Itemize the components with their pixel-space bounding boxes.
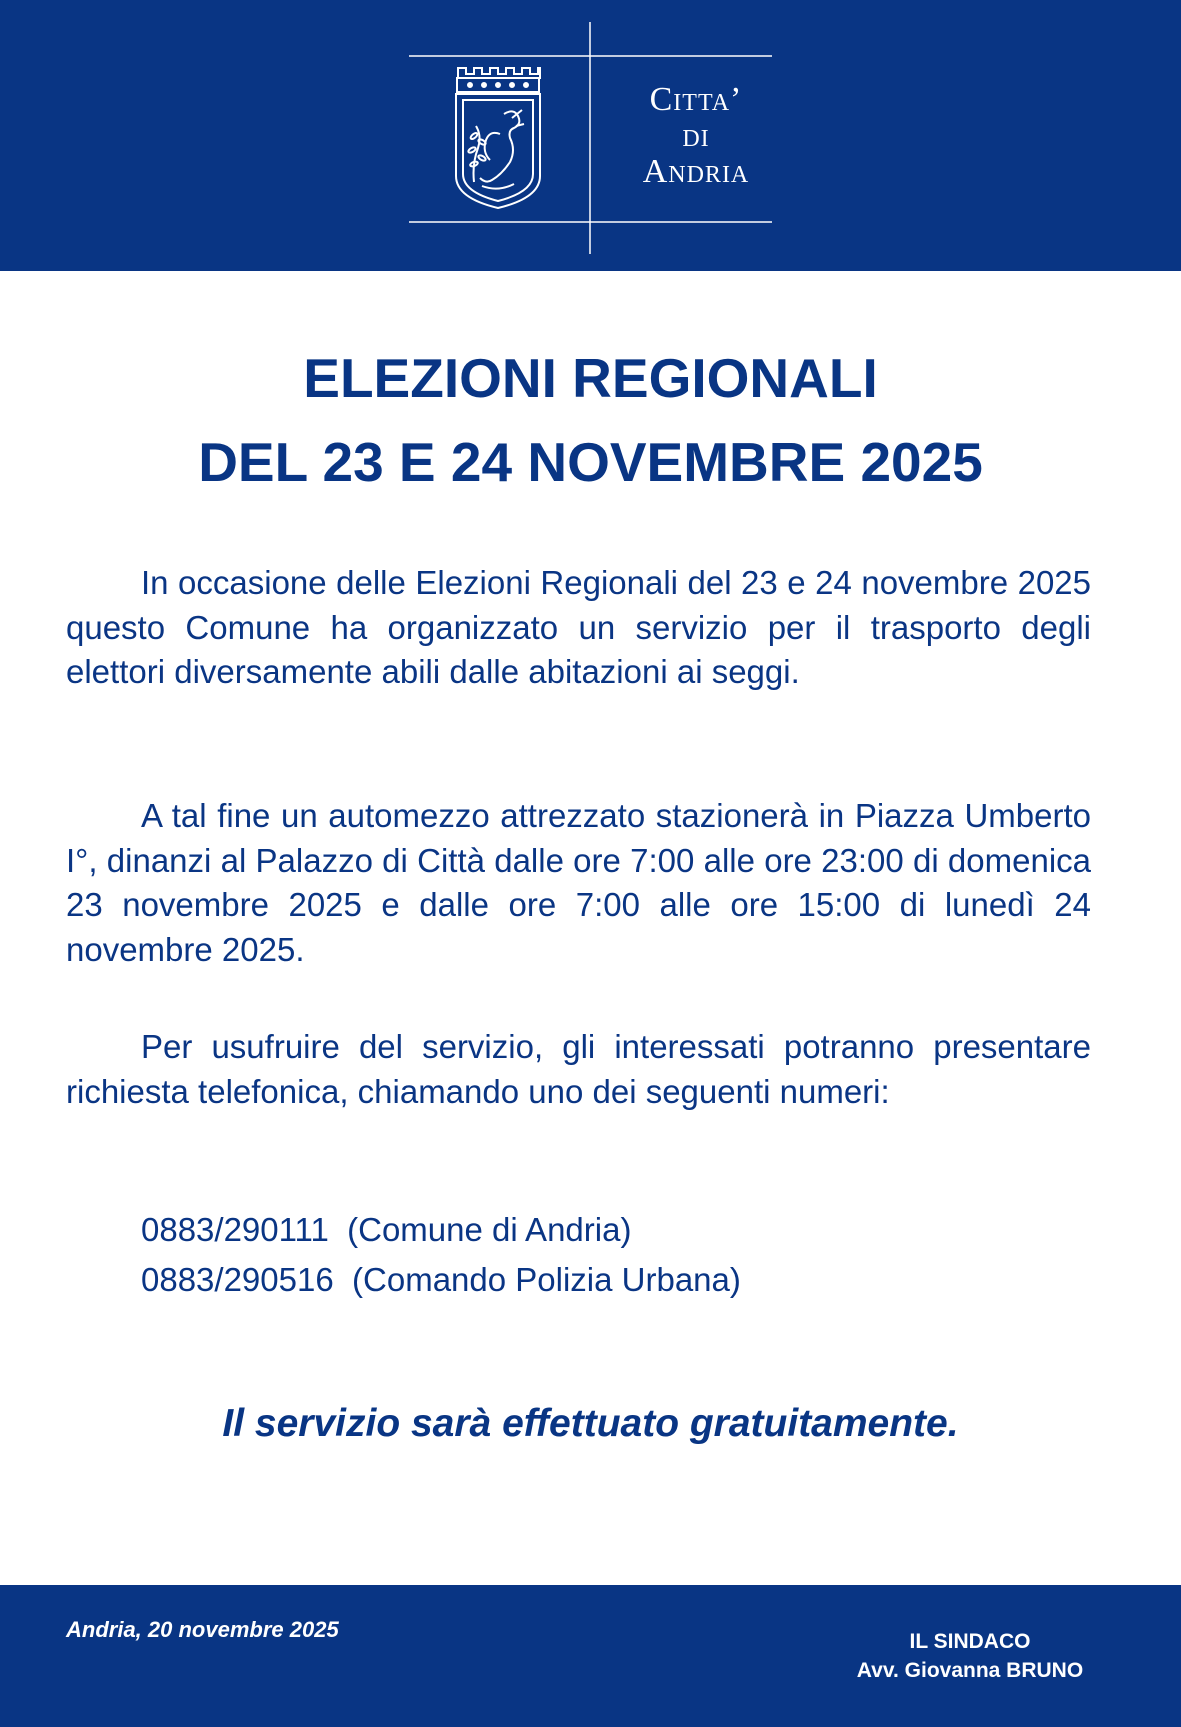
paragraph-intro: In occasione delle Elezioni Regionali del 23 e 24 novembre 2025 questo Comune ha organizzato un servizio per il trasporto degli elettori diversamente abili dalle abitazioni ai seggi. [66, 564, 1091, 690]
page-title-line1: ELEZIONI REGIONALI [303, 347, 878, 409]
city-name-line1: Citta’ [649, 81, 743, 118]
header-band [0, 0, 1181, 271]
phone-number-polizia: 0883/290516 (Comando Polizia Urbana) [141, 1261, 741, 1298]
header-logo-frame [0, 0, 1181, 271]
city-name-line3: Andria [642, 153, 750, 190]
footer-date: Andria, 20 novembre 2025 [66, 1617, 339, 1642]
andria-coat-of-arms-icon [452, 64, 544, 212]
page-title-line2: DEL 23 E 24 NOVEMBRE 2025 [198, 431, 983, 493]
free-service-note: Il servizio sarà effettuato gratuitamente. [222, 1402, 959, 1445]
city-name-line2: di [682, 117, 710, 154]
signature-name: Avv. Giovanna BRUNO [856, 1659, 1084, 1682]
footer-band [0, 1585, 1181, 1727]
signature-role: IL SINDACO [909, 1630, 1031, 1653]
paragraph-schedule: A tal fine un automezzo attrezzato stazionerà in Piazza Umberto I°, dinanzi al Palazzo di Città dalle ore 7:00 alle ore 23:00 di domenica 23 novembre 2025 e dalle ore 7:00 alle ore 15:00 di lunedì 24 novembre 2025. [66, 797, 1091, 968]
phone-number-comune: 0883/290111 (Comune di Andria) [141, 1211, 632, 1248]
paragraph-request: Per usufruire del servizio, gli interessati potranno presentare richiesta telefonica, chiamando uno dei seguenti numeri: [66, 1028, 1091, 1110]
